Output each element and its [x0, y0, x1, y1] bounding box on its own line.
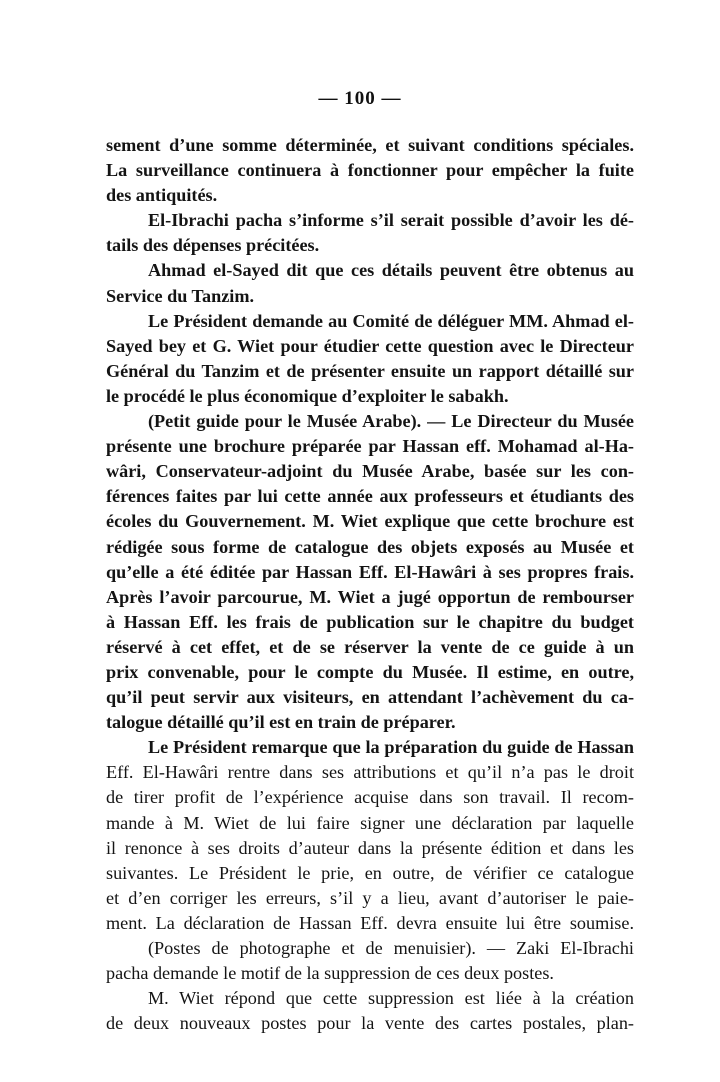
text-line: Après l’avoir parcourue, M. Wiet a jugé opportun de rembourser — [106, 586, 634, 607]
text-line: El-Ibrachi pacha s’informe s’il serait possible d’avoir les dé- — [148, 210, 634, 231]
text-line: suivantes. Le Président le prie, en outre, de vérifier ce catalogue — [106, 862, 634, 883]
text-line: Ahmad el-Sayed dit que ces détails peuvent être obtenus au — [148, 260, 634, 281]
text-line: de deux nouveaux postes pour la vente des cartes postales, plan- — [106, 1013, 634, 1034]
text-line: Le Président demande au Comité de déléguer MM. Ahmad el- — [148, 310, 634, 331]
text-line: rédigée sous forme de catalogue des objets exposés au Musée et — [106, 536, 634, 557]
text-line: et d’en corriger les erreurs, s’il y a lieu, avant d’autoriser le paie- — [106, 887, 634, 908]
text-line: Eff. El-Hawâri rentre dans ses attributions et qu’il n’a pas le droit — [106, 762, 634, 783]
text-line: le procédé le plus économique d’exploiter le sabakh. — [106, 385, 509, 406]
text-line: présente une brochure préparée par Hassan eff. Mohamad al-Ha- — [106, 436, 634, 457]
text-line: pacha demande le motif de la suppression de ces deux postes. — [106, 963, 554, 984]
document-body — [106, 133, 634, 1036]
text-line: férences faites par lui cette année aux professeurs et étudiants des — [106, 486, 634, 507]
text-line: (Petit guide pour le Musée Arabe). — Le Directeur du Musée — [148, 411, 634, 432]
page-number: — 100 — — [318, 88, 402, 109]
text-line: réservé à cet effet, et de se réserver la vente de ce guide à un — [106, 636, 634, 657]
text-line: La surveillance continuera à fonctionner pour empêcher la fuite — [106, 160, 634, 181]
text-line: tails des dépenses précitées. — [106, 235, 320, 256]
text-line: talogue détaillé qu’il est en train de préparer. — [106, 712, 456, 733]
text-line: de tirer profit de l’expérience acquise dans son travail. Il recom- — [106, 787, 634, 808]
text-line: (Postes de photographe et de menuisier). — Zaki El-Ibrachi — [148, 938, 634, 958]
text-line: il renonce à ses droits d’auteur dans la présente édition et dans les — [106, 837, 634, 858]
text-line: des antiquités. — [106, 185, 218, 206]
text-line: M. Wiet répond que cette suppression est liée à la création — [148, 988, 634, 1009]
text-line: Service du Tanzim. — [106, 285, 255, 306]
text-line: qu’il peut servir aux visiteurs, en attendant l’achèvement du ca- — [106, 687, 634, 708]
text-line: Sayed bey et G. Wiet pour étudier cette question avec le Directeur — [106, 335, 634, 356]
text-line: Le Président remarque que la préparation du guide de Hassan — [148, 737, 634, 758]
text-line: prix convenable, pour le compte du Musée. Il estime, en outre, — [106, 661, 634, 682]
text-line: écoles du Gouvernement. M. Wiet explique que cette brochure est — [106, 511, 634, 532]
text-line: qu’elle a été éditée par Hassan Eff. El-Hawâri à ses propres frais. — [106, 561, 634, 582]
text-line: à Hassan Eff. les frais de publication sur le chapitre du budget — [106, 611, 634, 632]
text-line: Général du Tanzim et de présenter ensuite un rapport détaillé sur — [106, 360, 634, 381]
text-line: wâri, Conservateur-adjoint du Musée Arabe, basée sur les con- — [106, 461, 634, 482]
text-line: mande à M. Wiet de lui faire signer une déclaration par laquelle — [106, 812, 634, 833]
text-line: sement d’une somme déterminée, et suivant conditions spéciales. — [106, 135, 634, 155]
text-line: ment. La déclaration de Hassan Eff. devra ensuite lui être soumise. — [106, 912, 634, 933]
